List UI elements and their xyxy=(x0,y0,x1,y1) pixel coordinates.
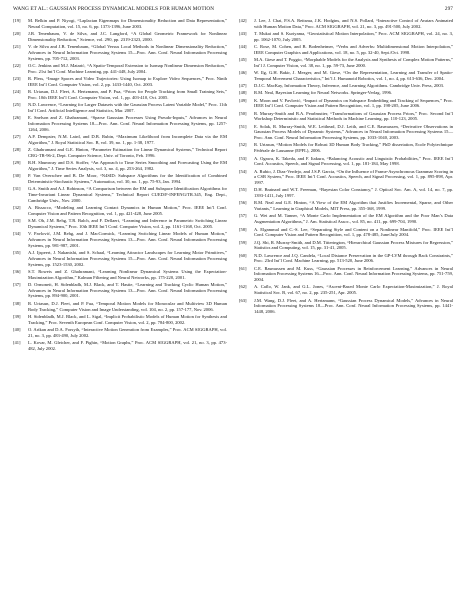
reference-text: R.M. Neal and G.E. Hinton, “A View of the EM Algorithm that Justifies Incremental, Sparse, and Other Variants,” Learning in Graphical Models, MIT Press, pp. 355-368, 1999. xyxy=(254,200,453,212)
reference-number: [43] xyxy=(239,31,247,37)
reference-text: N.D. Lawrence, “Learning for Larger Datasets with the Gaussian Process Latent Variable Model,” Proc. 11th Int’l Conf. Artificial Intelligence and Statistics, Mar. 2007. xyxy=(28,102,227,113)
reference-number: [30] xyxy=(13,173,21,179)
reference-entry xyxy=(13,89,227,101)
reference-number: [57] xyxy=(239,213,247,219)
reference-text: D.J.C. MacKay, Information Theory, Inference, and Learning Algorithms. Cambridge Univ. Press, 2003. xyxy=(254,83,445,89)
reference-text: C.E. Rasmussen and M. Kuss, “Gaussian Processes in Reinforcement Learning,” Advances in Neural Information Processing Systems 16—Proc. Ann. Conf. Neural Information Processing Systems, pp. 751-759, 2004. xyxy=(254,265,453,283)
reference-number: [31] xyxy=(13,186,21,192)
reference-number: [61] xyxy=(239,265,247,271)
reference-text: R. Urtasun, D.J. Fleet, A. Hertzmann, and P. Fua, “Priors for People Tracking from Small Training Sets,” Proc. 10th IEEE Int’l Conf. Computer Vision, vol. 1, pp. 403-410, Oct. 2005. xyxy=(28,89,227,100)
reference-entry xyxy=(239,227,453,239)
reference-number: [21] xyxy=(13,44,21,50)
reference-number: [53] xyxy=(239,155,247,161)
running-title: WANG ET AL.: GAUSSIAN PROCESS DYNAMICAL MODELS FOR HUMAN MOTION xyxy=(13,6,215,12)
reference-number: [38] xyxy=(13,300,21,306)
reference-text: H. Sidenbladh, M.J. Black, and L. Sigal, “Implicit Probabilistic Models of Human Motion for Synthesis and Tracking,” Proc. Seventh European Conf. Computer Vision, vol. 2, pp. 784-800, 2002. xyxy=(28,313,227,325)
reference-entry xyxy=(239,44,453,56)
reference-number: [27] xyxy=(13,133,21,139)
reference-entry xyxy=(239,111,453,123)
reference-text: J.B. Tenenbaum, V. de Silva, and J.C. Langford, “A Global Geometric Framework for Nonlinear Dimensionality Reduction,” Science, vol. 290, pp. 2319-2323, 2000. xyxy=(28,31,227,42)
reference-entry xyxy=(239,124,453,142)
reference-text: D.H. Brainard and W.T. Freeman, “Bayesian Color Constancy,” J. Optical Soc. Am. A, vol. 14, no. 7, pp. 1393-1411, July 1997. xyxy=(254,187,453,199)
reference-number: [55] xyxy=(239,187,247,193)
reference-text: R.H. Shumway and D.S. Stoffer, “An Approach to Time Series Smoothing and Forecasting Using the EM Algorithm,” J. Time Series Analysis, vol. 3, no. 4, pp. 253-264, 1982. xyxy=(28,160,227,171)
reference-entry xyxy=(13,115,227,133)
reference-text: G.A. Smith and A.J. Robinson, “A Comparison between the EM and Subspace Identification Algorithms for Time-Invariant Linear Dynamical Systems,” Technical Report CUED/F-INFENG/TR.345, Eng. Dept., Cambridge Univ., Nov. 2000. xyxy=(28,186,227,203)
reference-entry xyxy=(239,187,453,199)
reference-number: [49] xyxy=(239,97,247,103)
reference-number: [44] xyxy=(239,44,247,50)
reference-number: [59] xyxy=(239,239,247,245)
reference-number: [23] xyxy=(13,75,21,81)
reference-number: [42] xyxy=(239,18,247,23)
reference-number: [48] xyxy=(239,90,247,96)
reference-number: [41] xyxy=(13,339,21,345)
reference-entry xyxy=(13,340,227,352)
reference-entry xyxy=(239,18,453,30)
reference-entry xyxy=(13,147,227,159)
references-left-column xyxy=(13,18,227,353)
reference-entry xyxy=(239,240,453,252)
reference-entry xyxy=(13,327,227,339)
reference-text: R.M. Neal, Bayesian Learning for Neural Networks. Springer-Verlag, 1996. xyxy=(254,90,393,96)
reference-number: [63] xyxy=(239,297,247,303)
reference-entry xyxy=(239,298,453,316)
reference-text: A. Caflo, W. Jank, and G.L. Jones, “Ascent-Based Monte Carlo Expectation-Maximization,” J. Royal Statistical Soc. B, vol. 67, no. 2, pp. 235-251, Apr. 2005. xyxy=(254,284,453,296)
reference-entry xyxy=(239,83,453,89)
reference-entry xyxy=(239,31,453,43)
reference-number: [22] xyxy=(13,62,21,68)
reference-entry xyxy=(239,70,453,82)
reference-entry xyxy=(239,200,453,212)
reference-entry xyxy=(13,231,227,249)
reference-text: T. Mukai and S. Kuriyama, “Geostatistical Motion Interpolation,” Proc. ACM SIGGRAPH, vol. 24, no. 3, pp. 1062-1070, July 2005. xyxy=(254,31,453,42)
reference-entry xyxy=(13,63,227,75)
reference-entry xyxy=(13,18,227,30)
reference-entry xyxy=(13,205,227,217)
reference-text: M. Belkin and P. Niyogi, “Laplacian Eigenmaps for Dimensionality Reduction and Data Representation,” Neural Computation, vol. 15, no. 6, pp. 1373-1396, June 2003. xyxy=(28,18,227,29)
reference-number: [36] xyxy=(13,268,21,274)
reference-entry xyxy=(13,218,227,230)
reference-text: S.T. Roweis and Z. Ghahramani, “Learning Nonlinear Dynamical Systems Using the Expectation-Maximization Algorithm,” Kalman Filtering and Neural Networks, pp. 175-220, 2001. xyxy=(28,268,227,280)
reference-entry xyxy=(239,98,453,110)
reference-number: [33] xyxy=(13,217,21,223)
reference-entry xyxy=(239,142,453,154)
reference-entry xyxy=(13,31,227,43)
reference-entry xyxy=(13,44,227,62)
reference-entry xyxy=(13,186,227,204)
reference-number: [28] xyxy=(13,146,21,152)
reference-text: R. Urtasun, D.J. Fleet, and P. Fua, “Temporal Motion Models for Monocular and Multiview 3D Human Body Tracking,” Computer Vision and Image Understanding, vol. 104, no. 2, pp. 157-177, Nov. 2006. xyxy=(28,300,227,312)
reference-number: [35] xyxy=(13,249,21,255)
reference-text: A. Rubio, J. Diaz-Verdejo, and J.S.P. Garcia, “On the Influence of Frame-Asynchronous Grammar Scoring in a CSR System,” Proc. IEEE Int’l Conf. Acoustics, Speech, and Signal Processing, vol. 1, pp. 895-898, Apr. 1997. xyxy=(254,168,454,186)
reference-entry xyxy=(13,314,227,326)
reference-number: [62] xyxy=(239,284,247,290)
reference-number: [54] xyxy=(239,168,247,174)
running-header xyxy=(13,6,453,16)
reference-entry xyxy=(239,156,453,168)
reference-number: [47] xyxy=(239,83,247,89)
reference-entry xyxy=(13,269,227,281)
reference-text: R. Pless, “Image Spaces and Video Trajectories: Using Isomap to Explore Video Sequences,” Proc. Ninth IEEE Int’l Conf. Computer Vision, vol. 2, pp. 1433-1440, Oct. 2003. xyxy=(28,75,227,87)
reference-number: [26] xyxy=(13,115,21,121)
reference-number: [19] xyxy=(13,18,21,23)
reference-entry xyxy=(13,282,227,300)
reference-number: [45] xyxy=(239,57,247,63)
reference-number: [24] xyxy=(13,89,21,94)
reference-text: J.M. Wang, D.J. Fleet, and A. Hertzmann, “Gaussian Process Dynamical Models,” Advances in Neural Information Processing Systems 18—Proc. Ann. Conf. Neural Information Processing Systems, pp. 1441-1448, 2006. xyxy=(254,297,453,315)
reference-entry xyxy=(239,213,453,225)
reference-text: L. Kovar, M. Gleicher, and F. Pighin, “Motion Graphs,” Proc. ACM SIGGRAPH, vol. 21, no. 3, pp. 473-482, July 2002. xyxy=(28,339,227,351)
reference-text: A. Elgammal and C.-S. Lee, “Separating Style and Content on a Nonlinear Manifold,” Proc. IEEE Int’l Conf. Computer Vision and Pattern Recognition, vol. 1, pp. 478-485, June/July 2004. xyxy=(254,226,453,238)
reference-text: A. Bissacco, “Modeling and Learning Contact Dynamics in Human Motion,” Proc. IEEE Int’l Conf. Computer Vision and Pattern Recognition, vol. 1, pp. 421-428, June 2005. xyxy=(28,204,227,216)
reference-text: C. Rose, M. Cohen, and B. Bodenheimer, “Verbs and Adverbs: Multidimensional Motion Interpolation,” IEEE Computer Graphics and Applications, vol. 18, no. 5, pp. 32-40, Sept./Oct. 1998. xyxy=(254,44,453,55)
reference-number: [51] xyxy=(239,123,247,129)
reference-number: [40] xyxy=(13,326,21,332)
reference-text: O. Arikan and D.A. Forsyth, “Interactive Motion Generation from Examples,” Proc. ACM SIGGRAPH, vol. 21, no. 3, pp. 483-490, July 2002. xyxy=(28,326,227,338)
reference-text: V. de Silva and J.B. Tenenbaum, “Global Versus Local Methods in Nonlinear Dimensionality Reduction,” Advances in Neural Information Processing Systems 15—Proc. Ann. Conf. Neural Information Processing Systems, pp. 705-712, 2003. xyxy=(28,44,227,61)
reference-text: R. Murray-Smith and B.A. Pearlmutter, “Transformations of Gaussian Process Priors,” Proc. Second Int’l Workshop Deterministic and Statistical Methods in Machine Learning, pp. 110-123, 2005. xyxy=(254,110,453,122)
reference-text: W. Ilg, G.H. Bakir, J. Mezger, and M. Giese, “On the Representation, Learning and Transfer of Spatio-Temporal Movement Characteristics,” Int’l J. Humanoid Robotics, vol. 1, no. 4, pp. 613-636, Dec. 2004. xyxy=(254,70,453,81)
reference-text: R. Urtasun, “Motion Models for Robust 3D Human Body Tracking,” PhD dissertation, Ecole Polytechnique Fédérale de Lausanne (EPFL), 2006. xyxy=(254,142,453,154)
reference-entry xyxy=(239,90,453,96)
page-number: 297 xyxy=(444,6,453,12)
reference-text: Z. Ghahramani and G.E. Hinton, “Parameter Estimation for Linear Dynamical Systems,” Technical Report CRG-TR-96-2, Dept. Computer Science, Univ. of Toronto, Feb. 1996. xyxy=(28,146,227,158)
reference-entry xyxy=(239,169,453,187)
reference-number: [39] xyxy=(13,313,21,319)
reference-text: G. Wei and M. Tanner, “A Monte Carlo Implementation of the EM Algorithm and the Poor Man’s Data Augmentation Algorithms,” J. Am. Statistical Assoc., vol. 85, no. 411, pp. 699-704, 1990. xyxy=(254,213,453,225)
reference-text: N.D. Lawrence and J.Q. Candela, “Local Distance Preservation in the GP-LVM through Back Constraints,” Proc. 23rd Int’l Conf. Machine Learning, pp. 513-520, June 2006. xyxy=(254,252,453,264)
reference-text: M.A. Giese and T. Poggio, “Morphable Models for the Analysis and Synthesis of Complex Motion Patterns,” Int’l J. Computer Vision, vol. 38, no. 1, pp. 59-73, June 2000. xyxy=(254,57,453,68)
reference-text: E. Solak, R. Murray-Smith, W.E. Leithead, D.J. Leith, and C.E. Rasmussen, “Derivative Observations in Gaussian Process Models of Dynamic Systems,” Advances in Neural Information Processing Systems 15—Proc. Ann. Conf. Neural Information Processing Systems, pp. 1033-1040, 2003. xyxy=(254,123,453,141)
reference-number: [34] xyxy=(13,231,21,236)
references-right-column xyxy=(239,18,453,316)
reference-entry xyxy=(13,301,227,313)
reference-number: [58] xyxy=(239,226,247,232)
reference-entry xyxy=(239,266,453,284)
reference-entry xyxy=(13,250,227,268)
reference-number: [25] xyxy=(13,102,21,108)
reference-text: V. Pavlović, J.M. Rehg, and J. MacCormick, “Learning Switching Linear Models of Human Motion,” Advances in Neural Information Processing Systems 13—Proc. Ann. Conf. Neural Information Processing Systems, pp. 981-987, 2001. xyxy=(28,231,227,248)
reference-entry xyxy=(13,102,227,114)
reference-number: [50] xyxy=(239,110,247,116)
reference-text: P. Van Overschee and B. De Moor, “N4SID: Subspace Algorithms for the Identification of Combined Deterministic-Stochastic Systems,” Automatica, vol. 30, no. 1, pp. 75-93, Jan. 1994. xyxy=(28,173,227,184)
reference-text: J. Lee, J. Chai, P.S.A. Reitsma, J.K. Hodgins, and N.S. Pollard, “Interactive Control of Avatars Animated with Human Motion Data,” Proc. ACM SIGGRAPH, vol. 21, no. 3, pp. 491-500, July 2002. xyxy=(254,18,453,29)
reference-entry xyxy=(239,57,453,69)
reference-entry xyxy=(13,76,227,88)
reference-text: D. Ormoneit, H. Sidenbladh, M.J. Black, and T. Hastie, “Learning and Tracking Cyclic Human Motion,” Advances in Neural Information Processing Systems 13—Proc. Ann. Conf. Neural Information Processing Systems, pp. 894-900, 2001. xyxy=(28,281,227,299)
reference-number: [29] xyxy=(13,160,21,165)
reference-entry xyxy=(13,134,227,146)
reference-text: J.Q. Shi, R. Murray-Smith, and D.M. Titterington, “Hierarchical Gaussian Process Mixtures for Regression,” Statistics and Computing, vol. 15, pp. 31-41, 2005. xyxy=(254,239,453,251)
reference-text: O.C. Jenkins and M.J. Matarić, “A Spatio-Temporal Extension to Isomap Nonlinear Dimension Reduction,” Proc. 21st Int’l Conf. Machine Learning, pp. 441-448, July 2004. xyxy=(28,62,227,74)
reference-text: A. Ogawa, K. Takeda, and F. Itakura, “Balancing Acoustic and Linguistic Probabilities,” Proc. IEEE Int’l Conf. Acoustics, Speech, and Signal Processing, vol. 1, pp. 181-184, May 1998. xyxy=(254,155,453,167)
reference-entry xyxy=(13,173,227,185)
reference-number: [32] xyxy=(13,204,21,210)
reference-number: [20] xyxy=(13,31,21,37)
reference-number: [37] xyxy=(13,281,21,287)
reference-text: A.J. Ijspeert, J. Nakanishi, and S. Schaal, “Learning Attractor Landscapes for Learning Motor Primitives,” Advances in Neural Information Processing Systems 15—Proc. Ann. Conf. Neural Information Processing Systems, pp. 1523-1530, 2002. xyxy=(28,249,227,267)
reference-text: E. Snelson and Z. Ghahramani, “Sparse Gaussian Processes Using Pseudo-Inputs,” Advances in Neural Information Processing Systems 18—Proc. Ann. Conf. Neural Information Processing Systems, pp. 1257-1264, 2006. xyxy=(28,115,227,132)
reference-text: K. Moon and V. Pavlović, “Impact of Dynamics on Subspace Embedding and Tracking of Sequences,” Proc. IEEE Int’l Conf. Computer Vision and Pattern Recognition, vol. 1, pp. 198-205, June 2006. xyxy=(254,97,453,109)
reference-text: A.P. Dempster, N.M. Laird, and D.B. Rubin, “Maximum Likelihood from Incomplete Data via the EM Algorithm,” J. Royal Statistical Soc. B, vol. 39, no. 1, pp. 1-38, 1977. xyxy=(28,133,227,145)
reference-text: S.M. Oh, J.M. Rehg, T.R. Balch, and F. Dellaert, “Learning and Inference in Parametric Switching Linear Dynamical Systems,” Proc. 10th IEEE Int’l Conf. Computer Vision, vol. 2, pp. 1161-1168, Oct. 2005. xyxy=(28,217,227,229)
reference-entry xyxy=(239,253,453,265)
reference-entry xyxy=(239,284,453,296)
reference-number: [56] xyxy=(239,200,247,206)
reference-number: [46] xyxy=(239,70,247,76)
reference-number: [60] xyxy=(239,252,247,258)
reference-entry xyxy=(13,160,227,172)
reference-number: [52] xyxy=(239,142,247,148)
